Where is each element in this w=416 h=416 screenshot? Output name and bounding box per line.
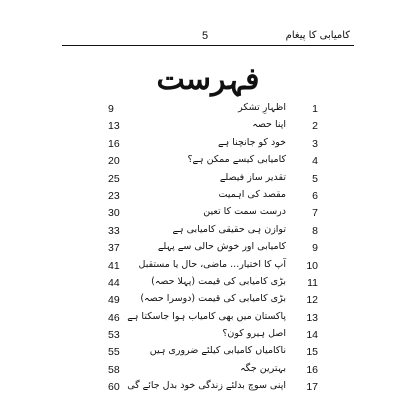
toc-entry [108,155,318,172]
toc-entry-title: بڑی کامیابی کی قیمت (دوسرا حصہ) [140,293,286,305]
page-number: 5 [202,30,209,42]
toc-entry-title: کامیابی اور خوش حالی سے پہلے [157,241,286,253]
toc-entry-title: اپنی سوچ بدلئے زندگی خود بدل جائے گی [127,380,286,392]
toc-entry-page: 46 [108,311,120,324]
toc-entry-number: 17 [306,381,318,394]
toc-entry-page: 53 [108,329,120,342]
toc-entry-page: 25 [108,172,120,185]
toc-entry [108,346,318,363]
toc-entry-page: 13 [108,120,120,133]
header-rule [62,45,354,46]
toc-entry [108,190,318,207]
toc-entry [108,225,318,242]
toc-entry-title: مقصد کی اہمیت [218,188,286,200]
toc-entry-number: 2 [312,120,318,133]
toc-entry-number: 9 [312,242,318,255]
toc-entry-page: 49 [108,294,120,307]
toc-entry-title: خود کو جانچنا ہے [218,136,286,148]
toc-entry [108,381,318,398]
toc-entry-page: 60 [108,381,120,394]
toc-entry-title: اظہارِ تشکر [238,102,286,113]
toc-entry-number: 16 [306,363,318,376]
toc-entry-title: بہترین جگہ [240,362,286,374]
toc-entry-number: 11 [307,276,318,289]
toc-entry-number: 14 [306,329,318,342]
toc-entry-number: 6 [312,189,318,202]
toc-entry-number: 1 [312,103,318,115]
toc-entry [108,277,318,294]
toc-entry-title: بڑی کامیابی کی قیمت (پہلا حصہ) [151,275,286,287]
toc-entry-number: 12 [306,294,318,307]
toc-entry-title: آپ کا اختیار... ماضی، حال یا مستقبل [138,258,286,270]
toc-entry-number: 3 [312,137,318,150]
toc-entry [108,103,318,120]
toc-entry-title: ناکامیاں کامیابی کیلئے ضروری ہیں [149,345,286,357]
toc-entry-title: اپنا حصہ [252,119,286,131]
toc-entry-title: درست سمت کا تعین [203,206,286,218]
toc-entry-number: 4 [312,155,318,168]
toc-entry-title: پاکستان میں بھی کامیاب ہوا جاسکتا ہے [127,310,286,322]
toc-entry [108,138,318,155]
toc-entry [108,207,318,224]
toc-entry-page: 55 [108,346,120,359]
toc-entry-number: 13 [306,311,318,324]
toc-entry-page: 41 [108,259,120,272]
toc-entry-number: 15 [306,346,318,359]
toc-entry-number: 8 [312,224,318,237]
toc-title: فہرست [156,62,260,97]
page-header [62,30,354,48]
toc-entry-page: 33 [108,224,120,237]
toc-entry-page: 16 [108,137,120,150]
toc-entry-page: 30 [108,207,120,220]
toc-list [108,103,318,399]
toc-entry-page: 23 [108,189,120,202]
toc-entry [108,329,318,346]
toc-entry-page: 58 [108,363,120,376]
toc-entry [108,312,318,329]
toc-entry-title: تقدیر ساز فیصلے [219,171,286,183]
toc-entry-title: اصل ہیرو کون؟ [222,328,286,340]
running-title: کامیابی کا پیغام [285,30,350,41]
toc-entry [108,242,318,259]
toc-entry [108,120,318,137]
toc-entry [108,260,318,277]
toc-entry-number: 10 [306,259,318,272]
toc-entry-page: 37 [108,242,120,255]
toc-entry [108,173,318,190]
toc-entry [108,364,318,381]
toc-entry [108,294,318,311]
toc-entry-number: 5 [312,172,318,185]
toc-entry-title: توازن ہی حقیقی کامیابی ہے [172,223,286,235]
toc-entry-number: 7 [312,207,318,220]
toc-entry-title: کامیابی کیسے ممکن ہے؟ [187,154,286,166]
toc-entry-page: 9 [108,103,114,115]
toc-entry-page: 44 [108,276,120,289]
toc-entry-page: 20 [108,155,120,168]
